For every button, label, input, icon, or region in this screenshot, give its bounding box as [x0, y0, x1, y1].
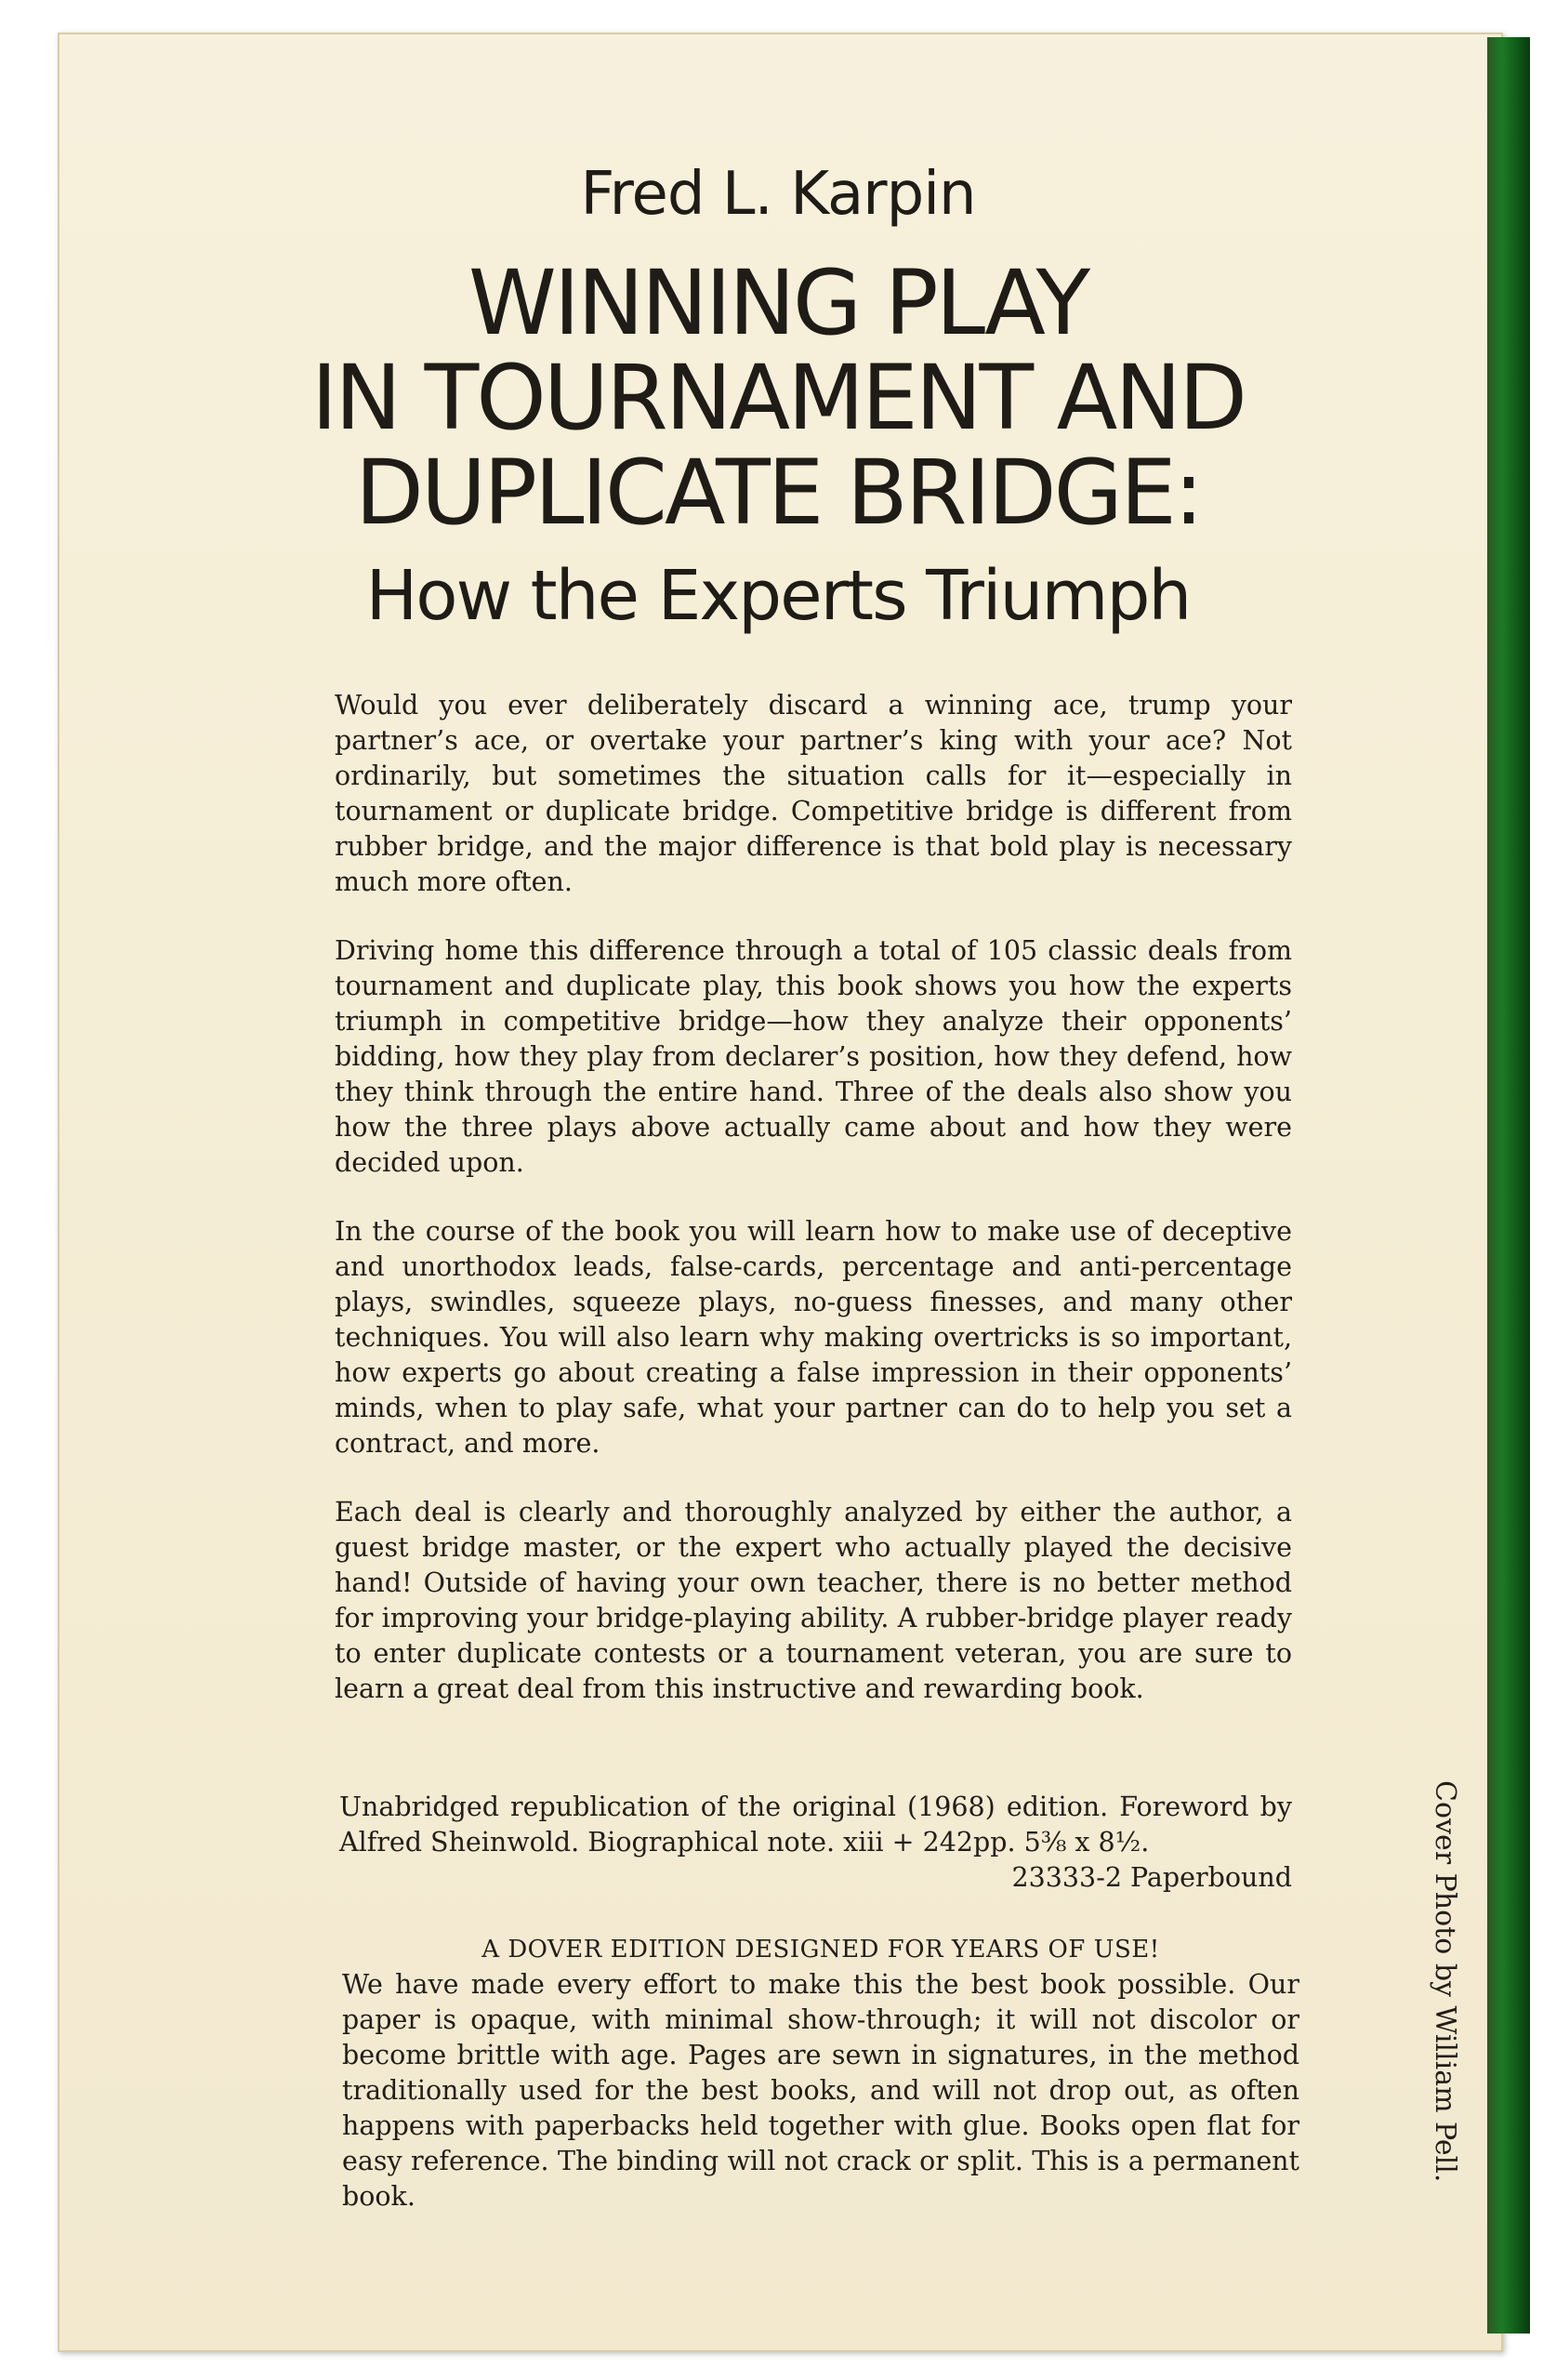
cover-photo-credit: Cover Photo by William Pell. [1429, 1780, 1461, 2183]
blurb-paragraph: Each deal is clearly and thoroughly analyzed by either the author, a guest bridge master, or the expert who actually played the decisive hand! Outside of having your own teacher, there is no better method for improving your bridge-playing ability. A rubber-bridge player ready to enter duplicate contests or a tournament veteran, you are sure to learn a great deal from this instructive and rewarding book. [335, 1497, 1292, 1704]
dover-heading: A DOVER EDITION DESIGNED FOR YEARS OF USE! [481, 1936, 1160, 1964]
blurb [335, 688, 1292, 1740]
blurb-paragraph: Driving home this difference through a total of 105 classic deals from tournament and duplicate play, this book shows you how the experts triumph in competitive bridge—how they analyze their opponents’ bidding, how they play from declarer’s position, how they defend, how they think through the entire hand. Three of the deals also show you how the three plays above actually came about and how they were decided upon. [335, 935, 1292, 1178]
title-line: IN TOURNAMENT AND [310, 346, 1246, 450]
blurb-paragraph: In the course of the book you will learn how to make use of deceptive and unorthodox leads, false-cards, percentage and anti-percentage plays, swindles, squeeze plays, no-guess finesses, and many other techniques. You will also learn why making overtricks is so important, how experts go about creating a false impression in their opponents’ minds, when to play safe, what your partner can do to help you set a contract, and more. [335, 1216, 1292, 1459]
author-name: Fred L. Karpin [580, 160, 976, 229]
publication-info [339, 1790, 1292, 1896]
book-title [0, 251, 1556, 545]
title-line: DUPLICATE BRIDGE: [354, 441, 1202, 545]
blurb-paragraph: Would you ever deliberately discard a winning ace, trump your partner’s ace, or overtake your partner’s king with your ace? Not ordinarily, but sometimes the situation calls for it—especially in tournament or duplicate bridge. Competitive bridge is different from rubber bridge, and the major difference is that bold play is necessary much more often. [335, 690, 1292, 897]
catalog-code: 23333-2 Paperbound [1011, 1862, 1292, 1893]
book-subtitle: How the Experts Triumph [365, 556, 1191, 636]
publication-note: Unabridged republication of the original (1968) edition. Foreword by Alfred Sheinwold. Biographical note. xiii + 242pp. 5⅜ x 8½. [339, 1792, 1292, 1858]
dover-text: We have made every effort to make this the best book possible. Our paper is opaque, with minimal show-through; it will not discolor or become brittle with age. Pages are sewn in signatures, in the method traditionally used for the best books, and will not drop out, as often happens with paperbacks held together with glue. Books open flat for easy reference. The binding will not crack or split. This is a permanent book. [342, 1969, 1299, 2212]
title-line: WINNING PLAY [468, 251, 1088, 355]
dover-notice [342, 1932, 1299, 2215]
